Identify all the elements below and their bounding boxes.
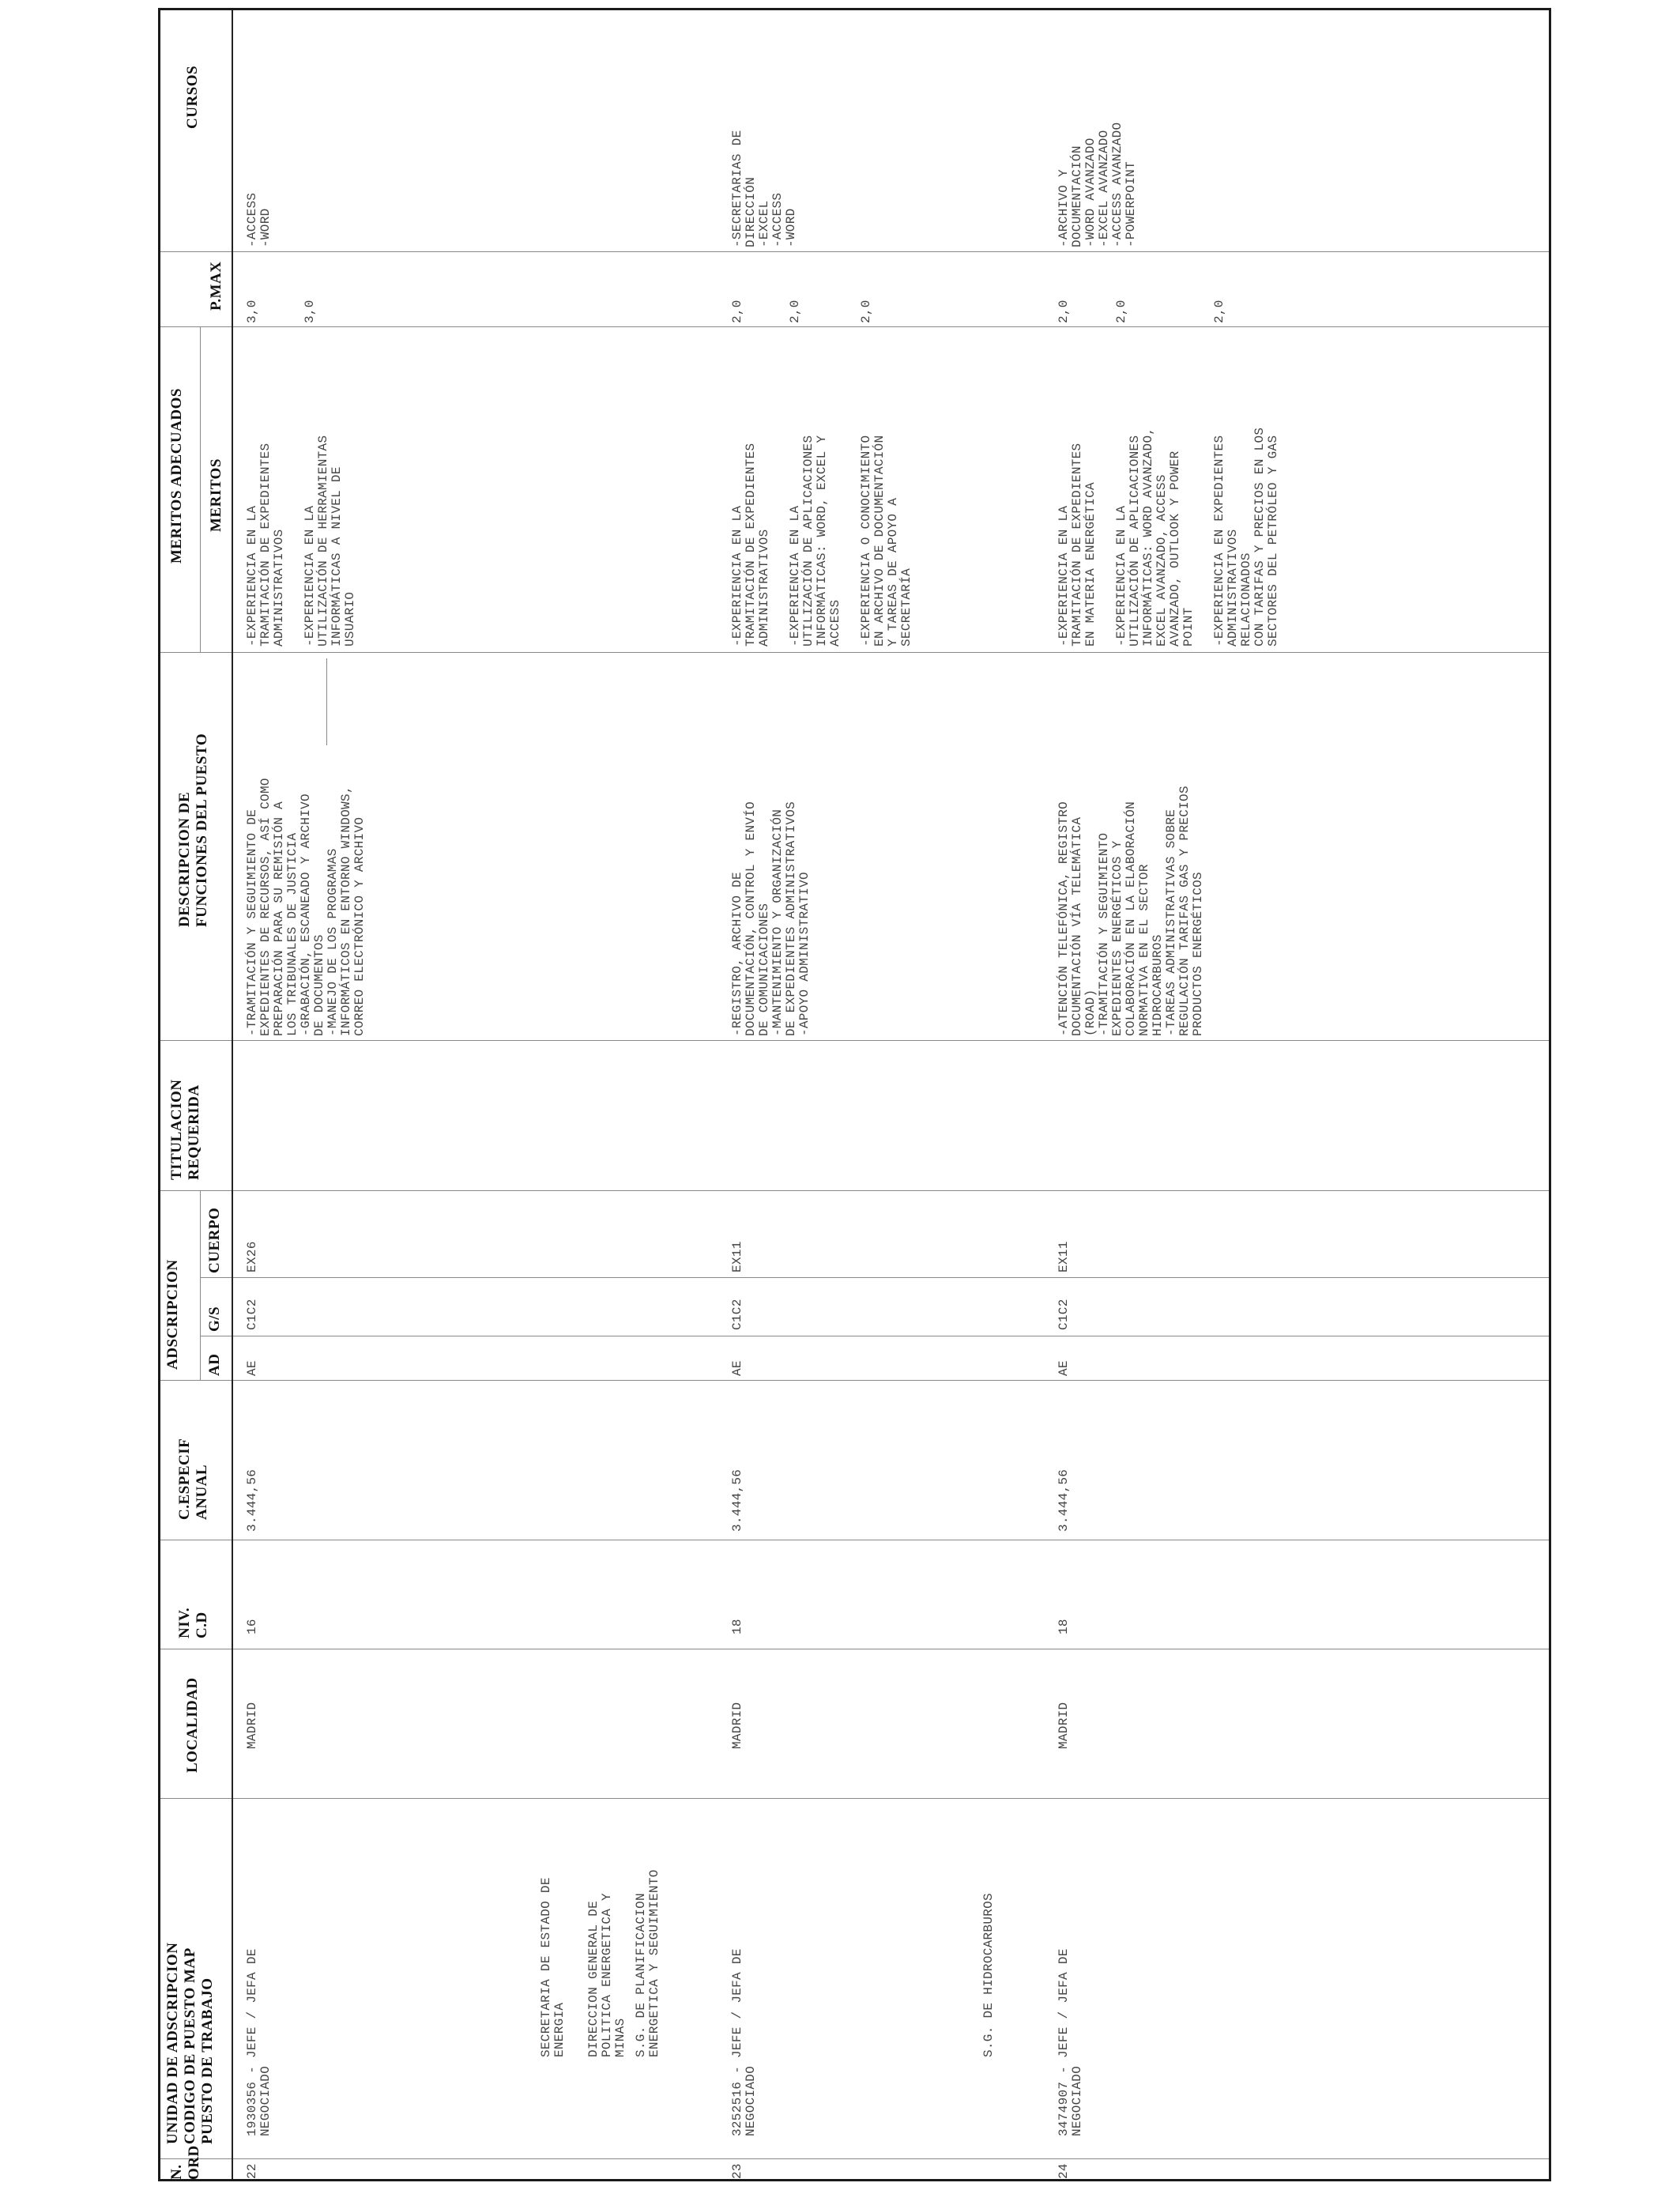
row-n-ord: 23: [730, 2163, 744, 2179]
header-adscripcion: ADSCRIPCION: [164, 1259, 181, 1370]
row-merito: -EXPERIENCIA EN LA TRAMITACIÓN DE EXPEDIENTES ADMINISTRATIVOS: [730, 443, 771, 647]
col-sep-unidad: [160, 2158, 1549, 2159]
row-c-especif: 3.444,56: [730, 1468, 744, 1532]
row-merito-pmax: 2,0: [1212, 300, 1226, 323]
row-cursos: -ARCHIVO Y DOCUMENTACIÓN -WORD AVANZADO -EXCEL AVANZADO -ACCESS AVANZADO -POWERPOINT: [1057, 122, 1138, 247]
row-cursos: -SECRETARIAS DE DIRECCIÓN -EXCEL -ACCESS -WORD: [730, 130, 798, 247]
row-c-especif: 3.444,56: [1057, 1468, 1071, 1532]
header-descripcion: DESCRIPCION DE FUNCIONES DEL PUESTO: [176, 733, 210, 927]
row-localidad: MADRID: [1057, 1702, 1071, 1749]
pmax-subdivider: [326, 658, 327, 745]
row-n-ord: 24: [1057, 2163, 1071, 2179]
row-localidad: MADRID: [245, 1702, 259, 1749]
col-sep-titulacion: [160, 1190, 1549, 1191]
row-merito: -EXPERIENCIA EN LA UTILIZACIÓN DE HERRAMIENTAS INFORMÁTICAS A NIVEL DE USUARIO: [303, 435, 357, 647]
row-merito-pmax: 2,0: [1057, 300, 1071, 323]
header-p-max: P.MAX: [208, 261, 224, 311]
row-cuerpo: EX11: [1057, 1241, 1071, 1272]
row-gs: C1C2: [1057, 1299, 1071, 1330]
col-sep-cursos: [160, 251, 1549, 252]
header-meritos: MERITOS: [208, 458, 224, 532]
col-sep-localidad: [160, 1798, 1549, 1799]
row-descripcion: -ATENCIÓN TELEFÓNICA, REGISTRO DOCUMENTACIÓN VÍA TELEMÁTICA (ROAD) -TRAMITACIÓN Y SEGUIMIENTO EXPEDIENTES ENERGÉTICOS Y COLABORACIÓN EN LA ELABORACIÓN NORMATIVA EN EL SECTOR HIDROCARBUROS -TAREAS ADMINISTRATIVAS SOBRE REGULACIÓN TARIFAS GAS Y PRECIOS PRODUCTOS ENERGÉTICOS: [1057, 786, 1205, 1036]
row-gs: C1C2: [730, 1299, 744, 1330]
header-meritos-adecuados: MERITOS ADECUADOS: [168, 388, 185, 564]
row-merito: -EXPERIENCIA EN LA TRAMITACIÓN DE EXPEDIENTES ADMINISTRATIVOS: [245, 443, 286, 647]
row-puesto: 1930356 - JEFE / JEFA DE NEGOCIADO: [245, 1948, 273, 2136]
row-ad: AE: [730, 1360, 744, 1376]
row-cuerpo: EX26: [245, 1241, 259, 1272]
col-sep-cuerpo: [200, 1277, 1549, 1278]
row-descripcion: -TRAMITACIÓN Y SEGUIMIENTO DE EXPEDIENTES DE RECURSOS, ASÍ COMO PREPARACIÓN PARA SU REMISIÓN A LOS TRIBUNALES DE JUSTICIA -GRABACIÓN, ESCANEADO Y ARCHIVO DE DOCUMENTOS -MANEJO DE LOS PROGRAMAS INFORMÁTICOS EN ENTORNO WINDOWS, CORREO ELECTRÓNICO Y ARCHIVO: [245, 778, 367, 1036]
meritos-pmax-sep: [160, 326, 1549, 327]
row-nivel: 18: [730, 1619, 744, 1634]
row-gs: C1C2: [245, 1299, 259, 1330]
col-sep-descripcion: [160, 1040, 1549, 1041]
meritos-sub-sep: [200, 326, 201, 652]
row-merito: -EXPERIENCIA EN LA TRAMITACIÓN DE EXPEDIENTES EN MATERIA ENERGÉTICA: [1057, 443, 1098, 647]
row-merito: -EXPERIENCIA EN LA UTILIZACIÓN DE APLICACIONES INFORMÁTICAS: WORD, EXCEL Y ACCESS: [788, 435, 842, 647]
col-sep-ad: [160, 1380, 1549, 1381]
header-c-especif: C.ESPECIF ANUAL: [176, 1438, 210, 1520]
unit-header: S.G. DE PLANIFICACION ENERGETICA Y SEGUIMIENTO: [634, 1869, 661, 2057]
row-merito: -EXPERIENCIA O CONOCIMIENTO EN ARCHIVO DE DOCUMENTACIÓN Y TAREAS DE APOYO A SECRETARÍA: [859, 435, 913, 647]
row-merito-pmax: 2,0: [1114, 300, 1128, 323]
row-puesto: 3474907 - JEFE / JEFA DE NEGOCIADO: [1057, 1948, 1084, 2136]
row-merito-pmax: 3,0: [303, 300, 317, 323]
header-unidad: UNIDAD DE ADSCRIPCION CODIGO DE PUESTO MAP PUESTO DE TRABAJO: [164, 1942, 216, 2144]
row-merito: -EXPERIENCIA EN EXPEDIENTES ADMINISTRATIVOS RELACIONADOS CON TARIFAS Y PRECIOS EN LOS SECTORES DEL PETRÓLEO Y GAS: [1212, 427, 1280, 647]
row-n-ord: 22: [245, 2163, 259, 2179]
row-puesto: 3252516 - JEFE / JEFA DE NEGOCIADO: [730, 1948, 758, 2136]
header-cursos: CURSOS: [184, 65, 201, 129]
header-ad: AD: [206, 1353, 223, 1376]
row-merito-pmax: 2,0: [730, 300, 744, 323]
header-cuerpo: CUERPO: [206, 1207, 223, 1273]
col-sep-meritos: [160, 652, 1549, 653]
row-ad: AE: [1057, 1360, 1071, 1376]
row-cuerpo: EX11: [730, 1241, 744, 1272]
header-gs: G/S: [206, 1306, 223, 1332]
header-body-sep: [232, 10, 233, 2179]
row-nivel: 18: [1057, 1619, 1071, 1634]
row-merito: -EXPERIENCIA EN LA UTILIZACIÓN DE APLICACIONES INFORMÁTICAS: WORD AVANZADO, EXCEL AVANZADO, ACCESS AVANZADO, OUTLOOK Y POWER POINT: [1114, 427, 1196, 647]
row-localidad: MADRID: [730, 1702, 744, 1749]
header-titulacion: TITULACION REQUERIDA: [168, 1079, 202, 1180]
table-frame: [158, 8, 1551, 2181]
header-n-ord: N. ORD: [168, 2145, 202, 2180]
unit-header: DIRECCION GENERAL DE POLITICA ENERGETICA Y MINAS: [586, 1893, 627, 2057]
unit-header: S.G. DE HIDROCARBUROS: [981, 1893, 996, 2057]
row-ad: AE: [245, 1360, 259, 1376]
row-nivel: 16: [245, 1619, 259, 1634]
row-merito-pmax: 3,0: [245, 300, 259, 323]
row-merito-pmax: 2,0: [788, 300, 802, 323]
row-cursos: -ACCESS -WORD: [245, 192, 273, 247]
row-c-especif: 3.444,56: [245, 1468, 259, 1532]
header-nivel: NIV. C.D: [176, 1607, 210, 1638]
row-merito-pmax: 2,0: [859, 300, 873, 323]
adscripcion-sub-sep: [200, 1190, 201, 1380]
header-localidad: LOCALIDAD: [184, 1677, 201, 1773]
unit-header: SECRETARIA DE ESTADO DE ENERGIA: [539, 1877, 567, 2057]
row-descripcion: -REGISTRO, ARCHIVO DE DOCUMENTACIÓN, CONTROL Y ENVÍO DE COMUNICACIONES -MANTENIMIENTO Y ORGANIZACIÓN DE EXPEDIENTES ADMINISTRATIVOS -APOYO ADMINISTRATIVO: [730, 801, 812, 1036]
